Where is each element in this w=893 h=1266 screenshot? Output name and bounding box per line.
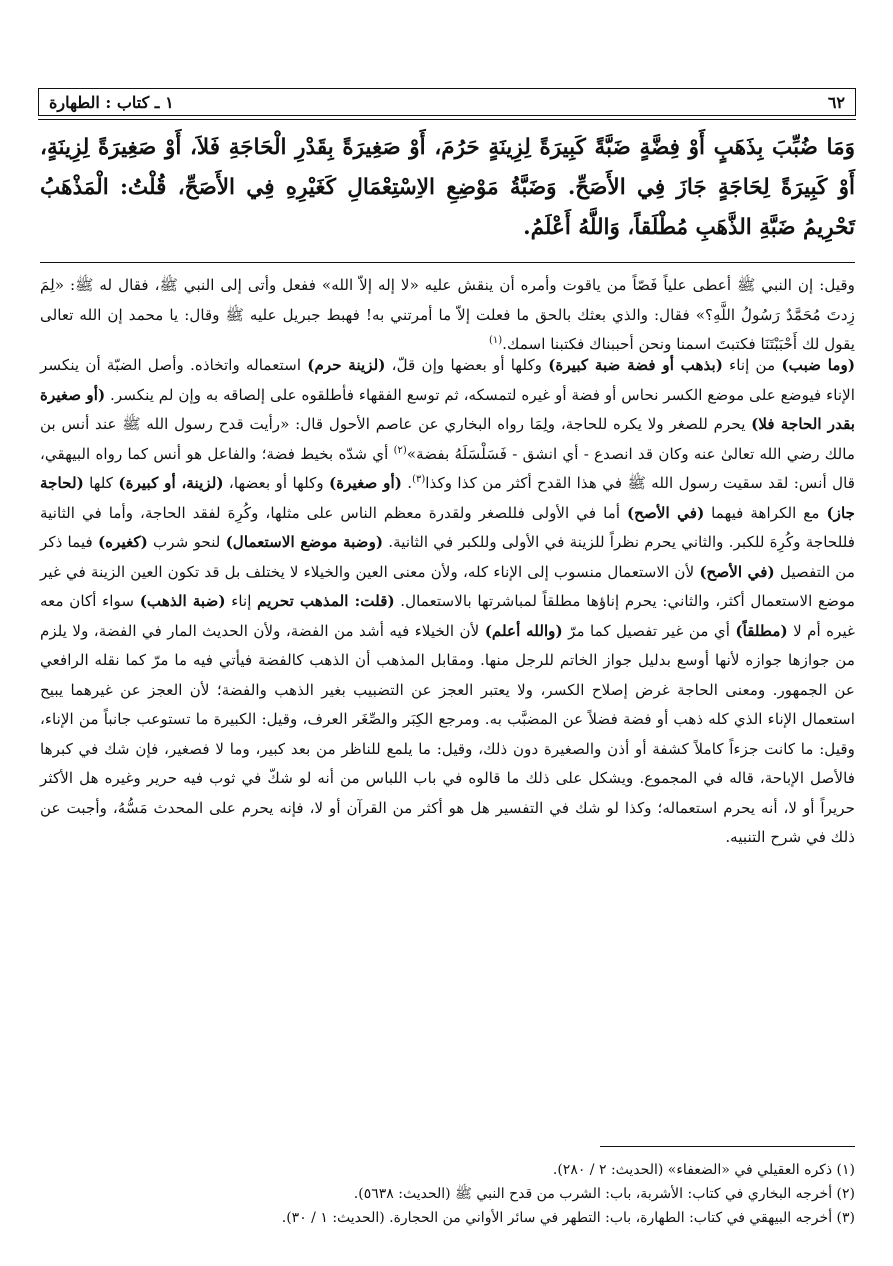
page-number: ٦٢ [827, 92, 845, 112]
commentary-text: لأن الاستعمال منسوب إلى الإناء كله، ولأن معنى العين والخيلاء لا يختلف بل قد تكون العين الزينة في غير موضع الاستعمال أكثر، والثاني: يحرم إناؤها مطلقاً لمباشرتها بالاستعمال. [40, 562, 855, 610]
commentary-text: من إناء [722, 356, 782, 374]
footnote-2: (٢) أخرجه البخاري في كتاب: الأشربة، باب: الشرب من قدح النبي ﷺ (الحديث: ٥٦٣٨). [353, 1186, 855, 1202]
commentary-text: لنحو شرب [147, 533, 226, 551]
matn-quote: (وما ضبب) [781, 356, 856, 374]
matn-quote: (والله أعلم) [484, 621, 563, 640]
commentary-text: وكلها أو بعضها، [223, 474, 330, 492]
matn-quote: (أو صغيرة) [329, 474, 402, 492]
commentary-text: لأن الخيلاء فيه أشد من الفضة، ولأن الحديث المار في الفضة، ولا يلزم من جوازها جوازه لأنها أوسع بدليل جواز الخاتم للرجل منها. ومقابل المذهب أن الذهب كالفضة فيأتي فيه ما مرّ كما نقله الرافعي عن الجمهور. ومعنى الحاجة غرض إصلاح الكسر، ولا يعتبر العجز عن التضبيب بغير الذهب والفضة؛ لأن العجز عن غيرهما يبيح استعمال الإناء الذي كله ذهب أو فضة فضلاً عن المضبَّب به. ومرجع الكِبَر والصِّغَر العرف، وقيل: الكبيرة ما تستوعب جانباً من الإناء، وقيل: ما كانت جزءاً كاملاً كشفة أو أذن والصغيرة دون ذلك، وقيل: ما يلمع للناظر من بعد كبير، وما لا فصغير، فإن شك في كبرها فالأصل الإباحة، قاله في المجموع. ويشكل على ذلك ما قالوه في باب اللباس من أنه لو شكّ في ثوب فيه حرير وغيره هل الأكثر حريراً أو لا، أنه يحرم استعماله؛ وكذا لو شك في التفسير هل هو أكثر من القرآن أو لا، فإنه يحرم على المحدث مَسُّهُ، وأجبت عن ذلك في شرح التنبيه. [40, 621, 855, 846]
matn-separator [40, 262, 855, 263]
footnote-3: (٣) أخرجه البيهقي في كتاب: الطهارة، باب: التطهر في سائر الأواني من الحجارة. (الحديث: ١ / ٣٠). [281, 1210, 855, 1226]
page-header [38, 88, 856, 116]
matn-quote: (أو صغيرة بقدر الحاجة فلا) [40, 385, 855, 433]
header-rule [38, 119, 856, 120]
matn-quote: (وضبة موضع الاستعمال) [225, 533, 384, 551]
matn-quote: (في الأصح) [699, 562, 775, 581]
matn-quote: (لزينة، أو كبيرة) [118, 474, 224, 492]
footnote-rule [600, 1146, 855, 1147]
matn-quote: (لزينة حرم) [307, 356, 386, 374]
matn-text: وَمَا ضُبِّبَ بِذَهَبٍ أَوْ فِضَّةٍ ضَبَّةً كَبِيرَةً لِزِينَةٍ حَرُمَ، أَوْ صَغِيرَةً بِقَدْرِ الْحَاجَةِ فَلاَ، أَوْ صَغِيرَةً لِزِينَةٍ، أَوْ كَبِيرَةً لِحَاجَةٍ جَازَ فِي الأَصَحِّ. وَضَبَّةُ مَوْضِعِ الاِسْتِعْمَالِ كَغَيْرِهِ فِي الأَصَحِّ، قُلْتُ: الْمَذْهَبُ تَحْرِيمُ ضَبَّةِ الذَّهَبِ مُطْلَقاً، وَاللَّهُ أَعْلَمُ. [40, 135, 855, 240]
commentary-text: وكلها أو بعضها وإن قلّ، [385, 356, 549, 374]
matn-quote: (لحاجة جاز) [40, 474, 855, 522]
matn-quote: (قلت: المذهب تحريم [257, 592, 395, 610]
commentary-text: أي من غير تفصيل كما مرّ [562, 621, 736, 640]
commentary-top-text: وقيل: إن النبي ﷺ أعطى علياً فَصّاً من ياقوت وأمره أن ينقش عليه «لا إله إلاّ الله» ففعل وأتى إلى النبي ﷺ، فقال له ﷺ: «لِمَ زِدتَ مُحَمَّدٌ رَسُولُ اللَّهِ؟» فقال: والذي بعثك بالحق ما فعلت إلاّ ما أمرتني به! فهبط جبريل عليه ﷺ وقال: يا محمد إن الله تعالى يقول لك أَحْبَبْتَنَا فكتبتَ اسمنا ونحن أحببناك فكتبنا اسمك. [40, 276, 855, 353]
matn-quote: (ضبة الذهب) [139, 592, 226, 610]
footnote-ref-2: (٢) [393, 444, 407, 456]
commentary-text: سواء أكان معه غيره أم لا [40, 592, 855, 640]
footnotes [40, 1158, 855, 1230]
commentary-top [40, 271, 855, 360]
commentary-text: إناء [225, 592, 258, 610]
commentary-text: استعماله واتخاذه. وأصل الضبّة أن ينكسر الإناء فيوضع على موضع الكسر نحاس أو فضة أو غيره لتمسكه، ثم توسع الفقهاء فأطلقوه على إلصاقه به وإن لم ينكسر. [40, 356, 856, 404]
commentary-main [40, 351, 855, 853]
commentary-text: مع الكراهة فيهما [704, 503, 827, 522]
matn-quote: (كغيره) [97, 533, 148, 551]
commentary-text: أي شدّه بخيط فضة؛ والفاعل هو أنس كما رواه البيهقي، قال أنس: لقد سقيت رسول الله ﷺ في هذا القدح أكثر من كذا وكذا [40, 444, 856, 492]
commentary-text: يحرم للصغر ولا يكره للحاجة، ولِمَا رواه البخاري عن عاصم الأحول قال: «رأيت قدح رسول الله ﷺ عند أنس بن مالك رضي الله تعالىٰ عنه وكان قد انصدع - أي انشق - فَسَلْسَلَهُ بفضة» [40, 415, 855, 463]
commentary-text: كلها [83, 474, 119, 492]
matn-quote: (مطلقاً) [735, 621, 788, 640]
matn-quote: (بذهب أو فضة ضبة كبيرة) [548, 356, 723, 374]
commentary-text: أما في الأولى فللصغر ولقدرة معظم الناس على مثلها، وكُرِهَ لفقد الحاجة، وأما في الثانية فللحاجة وكُرِهَ للكبر. والثاني يحرم نظراً للزينة في الأولى وللكبر في الثانية. [40, 503, 856, 551]
footnote-ref-3: (٣) [412, 473, 426, 485]
commentary-text: . [401, 474, 413, 492]
commentary-text: فيما ذكر من التفصيل [40, 533, 855, 581]
footnote-ref-1: (١) [488, 334, 503, 346]
footnote-1: (١) ذكره العقيلي في «الضعفاء» (الحديث: ٢ / ٢٨٠). [552, 1162, 855, 1178]
chapter-title: ١ ـ كتاب : الطهارة [49, 92, 174, 112]
matn-quote: (في الأصح) [626, 503, 705, 522]
